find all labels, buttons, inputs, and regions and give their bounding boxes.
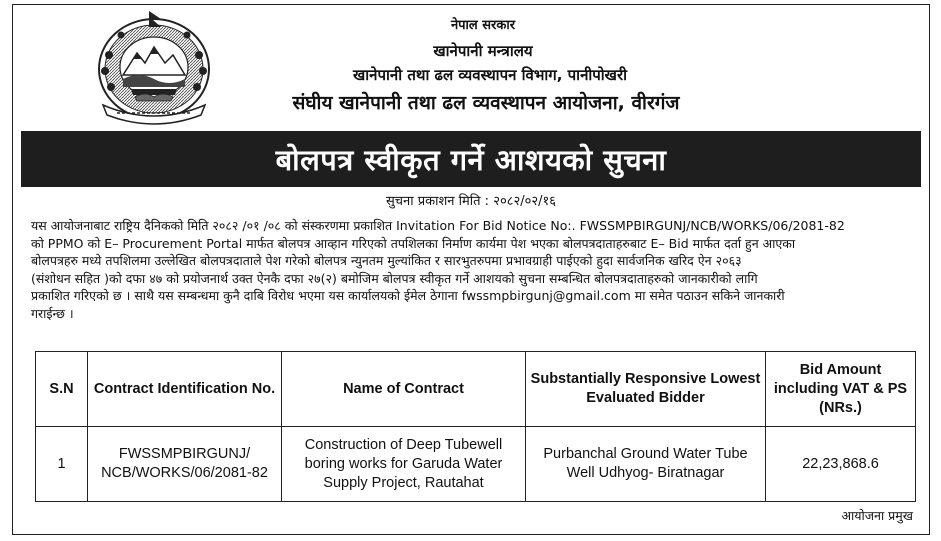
header-contract-id: Contract Identification No.	[88, 352, 282, 427]
cell-contract-id	[88, 427, 282, 502]
award-table	[35, 351, 916, 502]
header-sn: S.N	[36, 352, 88, 427]
project-title: संघीय खानेपानी तथा ढल व्यवस्थापन आयोजना, वीरगंज	[292, 92, 680, 114]
notice-body-line: बोलपत्रहरु मध्ये तपशिलमा उल्लेखित बोलपत्रदाताले पेश गरेको बोलपत्र न्युनतम मुल्यांकित र सारभुतरुपमा प्रभावग्राही पाईएको हुदा सार्वजनिक खरिद ऐन २०६३	[31, 253, 742, 268]
ministry-title: खानेपानी मन्त्रालय	[433, 42, 533, 60]
notice-body	[31, 217, 921, 322]
notice-banner-title: बोलपत्र स्वीकृत गर्ने आशयको सुचना	[275, 142, 667, 177]
publication-date: सुचना प्रकाशन मिति : २०८२/०२/१६	[385, 194, 557, 209]
notice-banner	[21, 131, 921, 187]
notice-body-line: को PPMO को E– Procurement Portal मार्फत बोलपत्र आव्हान गरिएको तपशिलका निर्माण कार्यमा पेश भएका बोलपत्रदाताहरुबाट E– Bid मार्फत दर्ता हुन आएका	[31, 235, 796, 251]
department-title: खानेपानी तथा ढल व्यवस्थापन विभाग, पानीपोखरी	[353, 66, 627, 84]
notice-body-line: प्रकाशित गरिएको छ । साथै यस सम्बन्धमा कुनै दाबि विरोध भएमा यस कार्यालयको ईमेल ठेगाना fwssmpbirgunj@gmail.com मा समेत पठाउन सकिने जानकारी	[31, 288, 785, 303]
contract-id-part: NCB/WORKS/06/2081-82	[101, 465, 268, 481]
header-contract-name: Name of Contract	[282, 352, 526, 427]
contract-id-part: FWSSMPBIRGUNJ/	[118, 446, 251, 462]
table-row	[36, 427, 916, 502]
cell-sn: 1	[36, 427, 88, 502]
notice-body-line: (संशोधन सहित )को दफा ४७ को प्रयोजनार्थ उक्त ऐनकै दफा २७(२) बमोजिम बोलपत्र स्वीकृत गर्ने आशयको सुचना सम्बन्धित बोलपत्रदाताहरुको जानकारीको लागि	[31, 270, 758, 286]
signature-title: आयोजना प्रमुख	[841, 508, 913, 523]
notice-body-line: यस आयोजनाबाट राष्ट्रिय दैनिकको मिति २०८२ /०१ /०८ को संस्करणमा प्रकाशित Invitation For Bid Notice No:. FWSSMPBIRGUNJ/NCB/WORKS/06/2081-82	[31, 218, 845, 233]
government-title: नेपाल सरकार	[450, 18, 516, 33]
header-amount: Bid Amount including VAT & PS (NRs.)	[766, 352, 916, 427]
cell-bidder: Purbanchal Ground Water Tube Well Udhyog- Biratnagar	[526, 427, 766, 502]
cell-amount: 22,23,868.6	[766, 427, 916, 502]
header-bidder: Substantially Responsive Lowest Evaluated Bidder	[526, 352, 766, 427]
nepal-government-emblem-icon	[91, 9, 217, 125]
notice-frame	[12, 4, 930, 535]
notice-body-line: गराईन्छ ।	[31, 305, 74, 321]
table-header-row	[36, 352, 916, 427]
cell-contract-name: Construction of Deep Tubewell boring works for Garuda Water Supply Project, Rautahat	[282, 427, 526, 502]
